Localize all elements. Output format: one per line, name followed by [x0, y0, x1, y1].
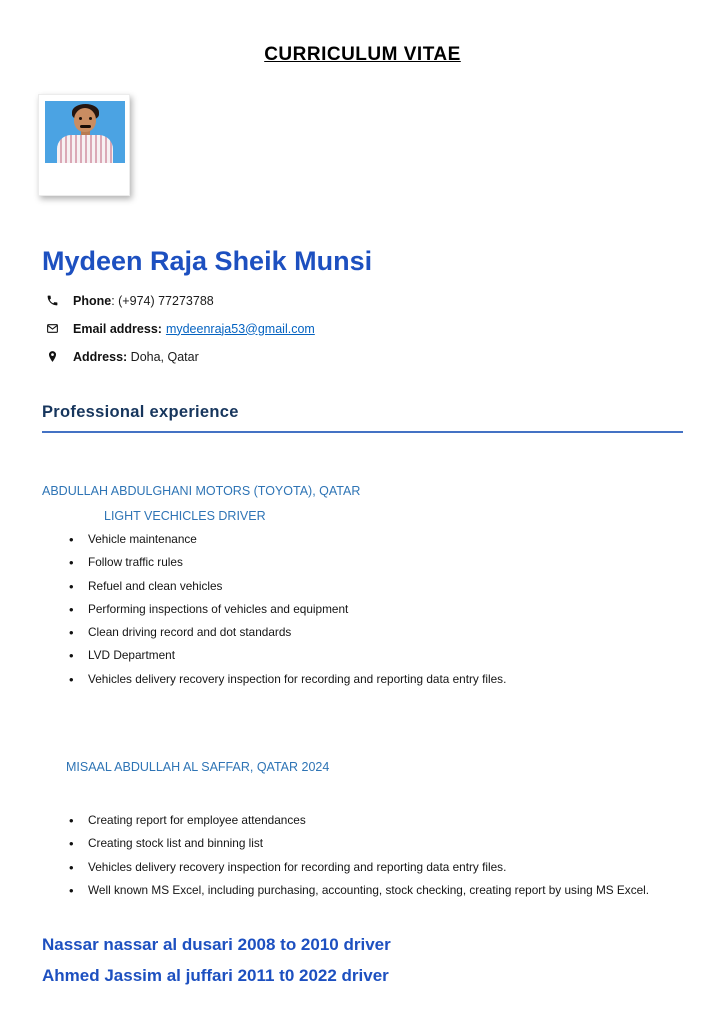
page-title: CURRICULUM VITAE — [264, 44, 461, 65]
photo-person-mustache — [80, 125, 91, 128]
job-1-bullet-list — [67, 528, 506, 691]
portrait-photo — [45, 101, 125, 163]
other-jobs-block — [42, 929, 391, 991]
photo-person-shirt — [57, 135, 113, 163]
address-value: Doha, Qatar — [130, 349, 199, 364]
bullet-item: • Creating stock list and binning list — [67, 832, 649, 855]
location-pin-icon — [45, 349, 60, 364]
address-row — [45, 349, 315, 364]
phone-text — [73, 294, 214, 308]
bullet-item: • Vehicles delivery recovery inspection for recording and reporting data entry files. — [67, 668, 506, 691]
phone-row — [45, 293, 315, 308]
phone-label: Phone — [73, 293, 112, 308]
person-name: Mydeen Raja Sheik Munsi — [42, 246, 373, 276]
bullet-item: • Creating report for employee attendances — [67, 809, 649, 832]
bullet-item: • Performing inspections of vehicles and equipment — [67, 598, 506, 621]
address-label: Address: — [73, 349, 128, 364]
bullet-item: • Vehicles delivery recovery inspection for recording and reporting data entry files. — [67, 856, 649, 879]
contact-block — [45, 293, 315, 377]
bullet-item: • Refuel and clean vehicles — [67, 575, 506, 598]
job-2-title: MISAAL ABDULLAH AL SAFFAR, QATAR 2024 — [66, 760, 330, 774]
job-1-subtitle: LIGHT VECHICLES DRIVER — [104, 509, 266, 523]
email-row — [45, 321, 315, 336]
bullet-item: • Vehicle maintenance — [67, 528, 506, 551]
bullet-item: • Well known MS Excel, including purchasing, accounting, stock checking, creating report by using MS Excel. — [67, 879, 649, 902]
job-2-bullet-list — [67, 809, 649, 902]
email-link[interactable]: mydeenraja53@gmail.com — [165, 321, 315, 336]
phone-icon — [45, 293, 60, 308]
experience-section-heading: Professional experience — [42, 403, 683, 433]
photo-person-eye — [89, 117, 92, 120]
photo-person-face — [74, 108, 96, 132]
address-text — [73, 350, 199, 364]
phone-value: : (+974) 77273788 — [111, 293, 214, 308]
other-job-line: Nassar nassar al dusari 2008 to 2010 driver — [42, 935, 391, 954]
other-job-line: Ahmed Jassim al juffari 2011 t0 2022 driver — [42, 966, 389, 985]
email-text — [73, 322, 315, 336]
photo-person-eye — [79, 117, 82, 120]
job-1-title: ABDULLAH ABDULGHANI MOTORS (TOYOTA), QATAR — [42, 484, 361, 498]
envelope-icon — [45, 321, 60, 336]
email-label: Email address: — [73, 321, 162, 336]
bullet-item: • Follow traffic rules — [67, 551, 506, 574]
photo-frame — [38, 94, 130, 196]
bullet-item: • LVD Department — [67, 644, 506, 667]
bullet-item: • Clean driving record and dot standards — [67, 621, 506, 644]
